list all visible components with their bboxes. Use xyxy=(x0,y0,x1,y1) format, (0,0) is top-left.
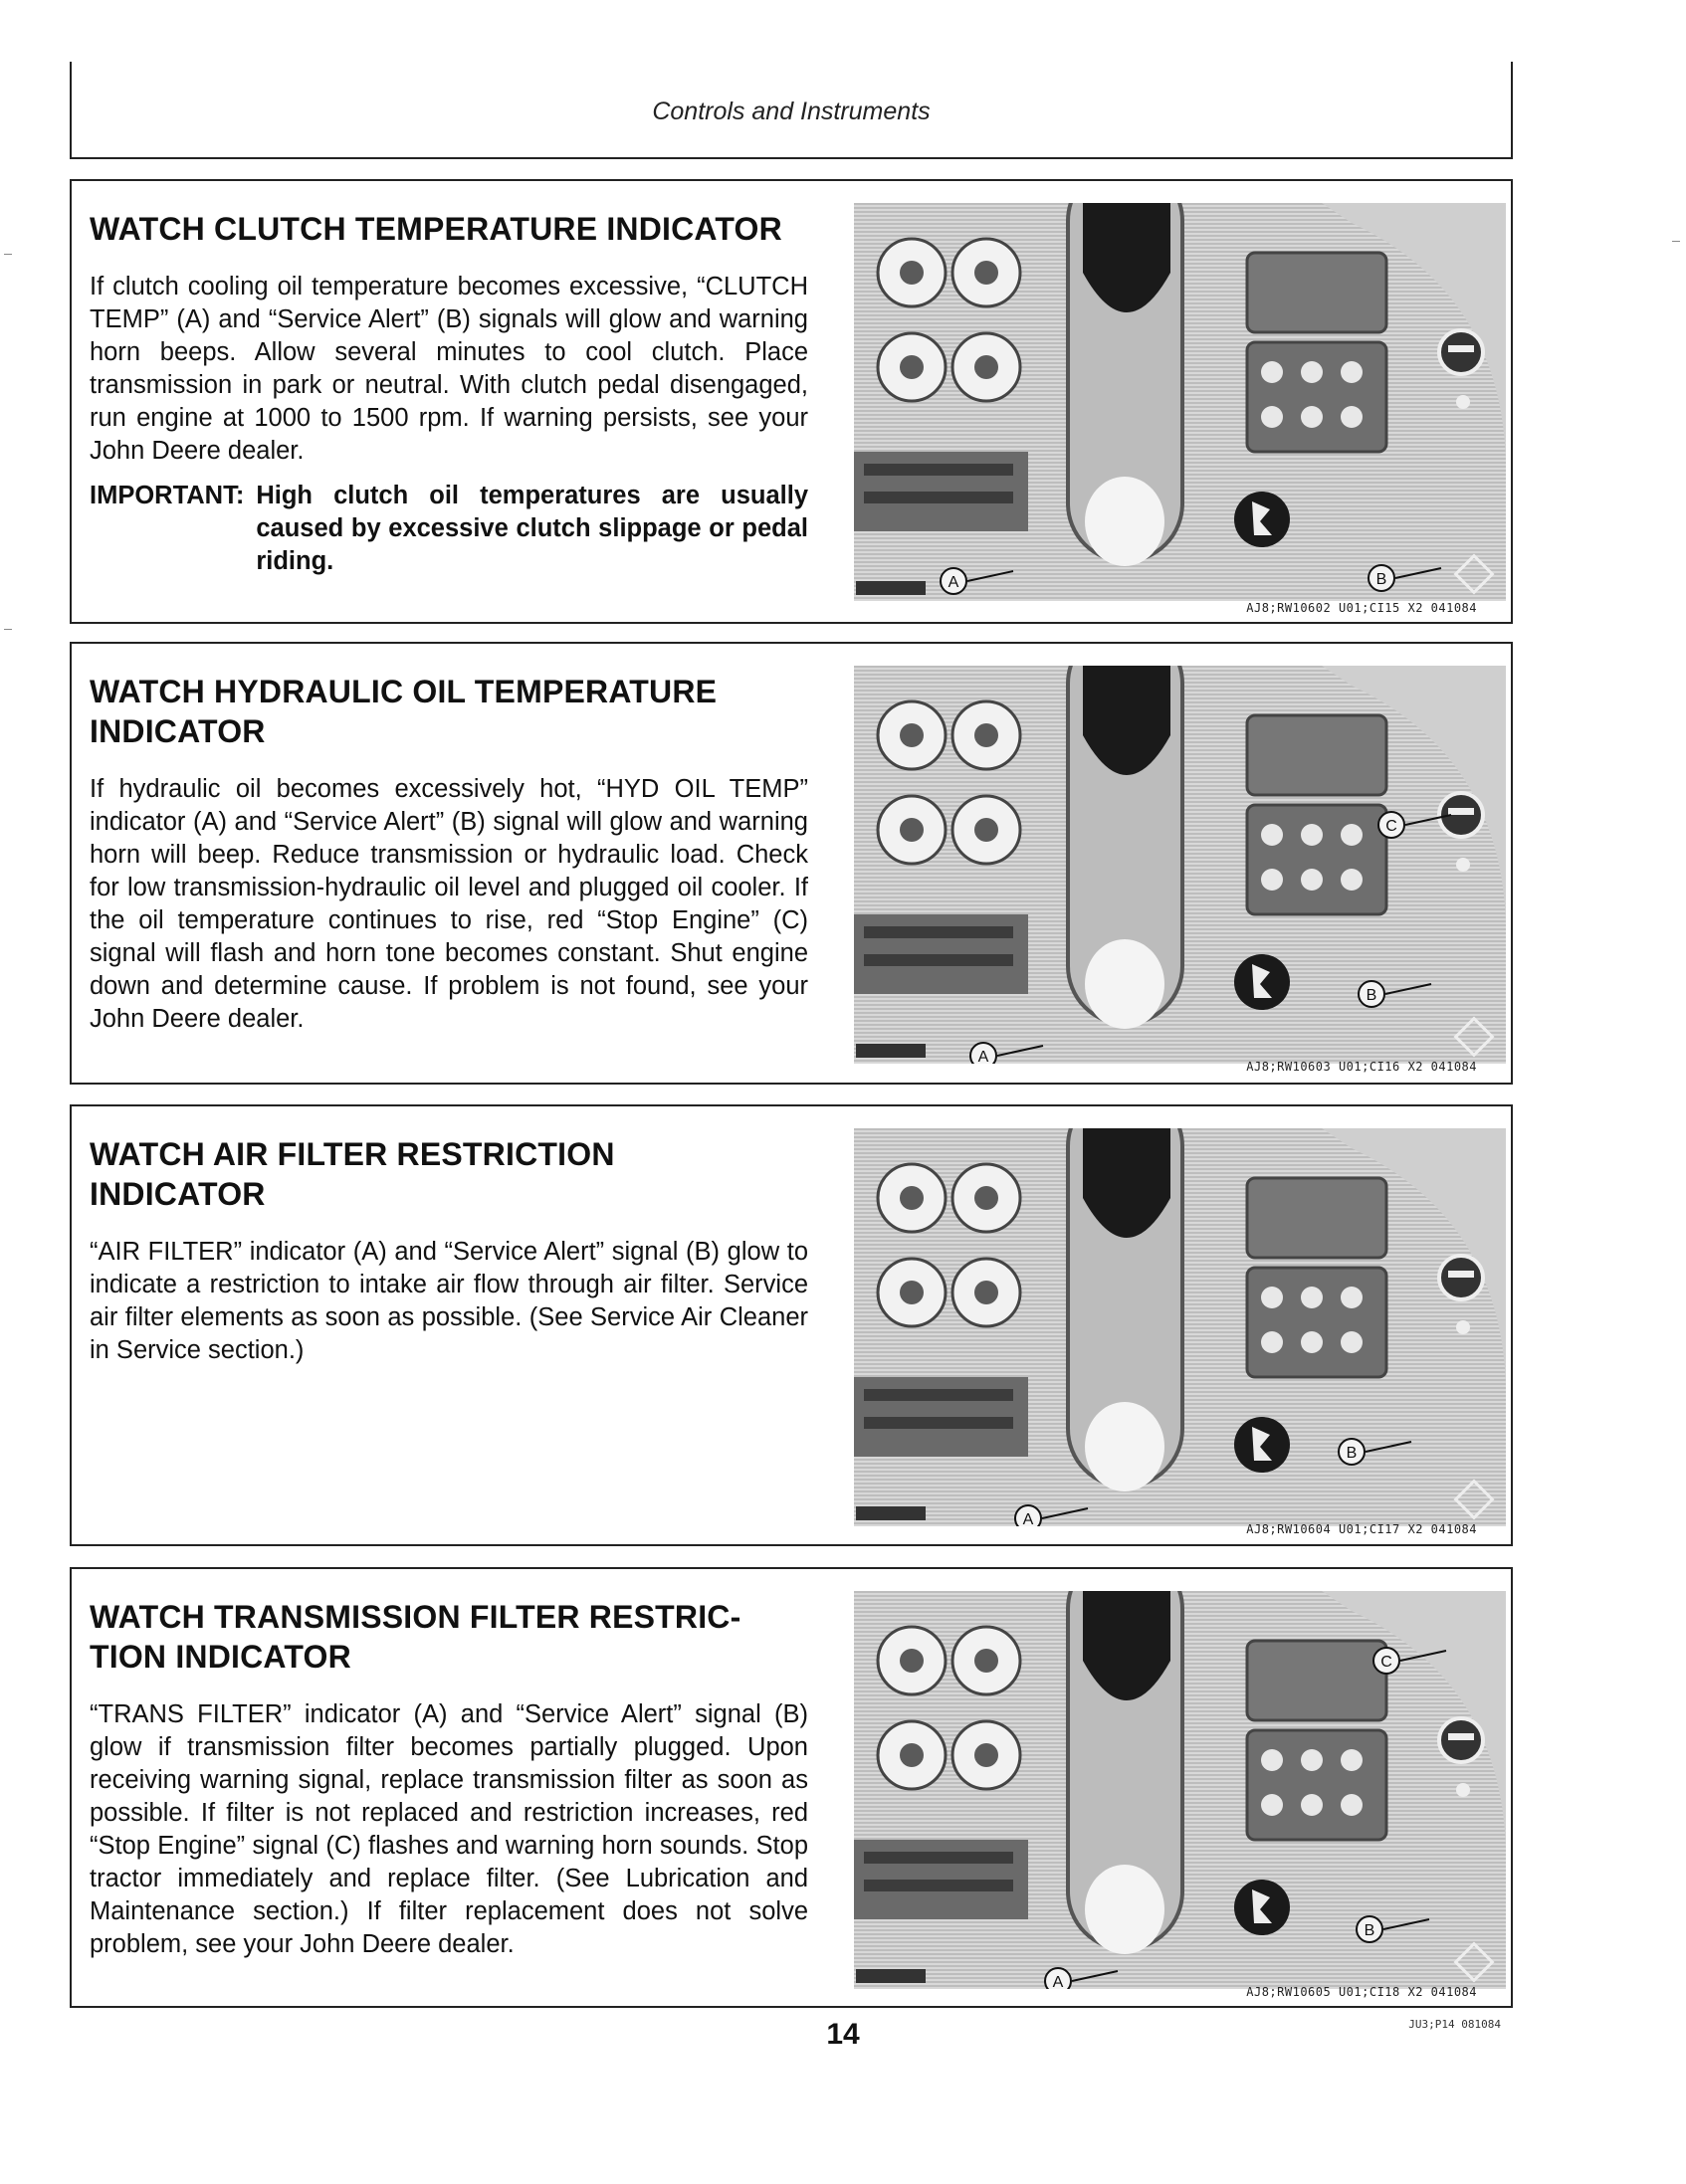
indicator-lamp xyxy=(1301,1749,1323,1771)
indicator-lamp xyxy=(1341,1287,1363,1308)
section-hydraulic-oil-temperature xyxy=(70,642,1513,1085)
section-text xyxy=(90,209,808,578)
instrument-panel-photo xyxy=(854,666,1506,1064)
indicator-lamp xyxy=(1341,869,1363,891)
gauge-hub xyxy=(900,1281,924,1304)
diamond-indicator xyxy=(1456,1482,1493,1518)
service-alert-lamp xyxy=(1234,1417,1290,1473)
center-glare xyxy=(1085,1865,1164,1954)
figure-code-tag xyxy=(856,1044,926,1058)
instrument-panel-photo xyxy=(854,1591,1506,1989)
section-title: WATCH CLUTCH TEMPERATURE INDICATOR xyxy=(90,211,782,247)
gauge-hub xyxy=(900,1743,924,1767)
section-title: WATCH AIR FILTER RESTRICTION INDICATOR xyxy=(90,1136,615,1212)
gauge-hub xyxy=(900,261,924,285)
service-alert-lamp xyxy=(1234,954,1290,1010)
callout-letter: B xyxy=(1375,571,1387,588)
digital-display xyxy=(1247,253,1386,332)
lamp-row xyxy=(864,1389,1013,1401)
callout-letter: B xyxy=(1346,1445,1358,1462)
callout-letter: B xyxy=(1364,1922,1375,1939)
gauge-hub xyxy=(900,355,924,379)
section-transmission-filter-restriction xyxy=(70,1567,1513,2008)
callout-letter: C xyxy=(1385,818,1397,835)
indicator-lamp xyxy=(1261,1794,1283,1816)
scan-edge-mark xyxy=(1672,241,1680,242)
panel-illustration xyxy=(854,1128,1506,1526)
lamp-row xyxy=(864,1852,1013,1864)
gauge-hub xyxy=(900,723,924,747)
small-lamp xyxy=(1456,1783,1470,1797)
section-title: WATCH TRANSMISSION FILTER RESTRIC- TION INDICATOR xyxy=(90,1599,741,1675)
important-note xyxy=(90,480,808,578)
gauge-hub xyxy=(974,355,998,379)
section-body: “AIR FILTER” indicator (A) and “Service Alert” signal (B) glow to indicate a restriction to intake air flow through air filter. Service air filter elements as soon as possible. (See Service Air Cleaner in Service section.) xyxy=(90,1238,808,1364)
center-glare xyxy=(1085,939,1164,1029)
callout-leader xyxy=(1366,1442,1411,1452)
section-text xyxy=(90,1134,808,1367)
panel-illustration xyxy=(854,666,1506,1064)
indicator-lamp xyxy=(1341,824,1363,846)
callout-letter: A xyxy=(948,574,959,591)
gauge-hub xyxy=(900,818,924,842)
callout-letter: C xyxy=(1380,1654,1392,1671)
indicator-lamp xyxy=(1341,1749,1363,1771)
service-alert-lamp xyxy=(1234,492,1290,547)
page-number: 14 xyxy=(826,2018,860,2051)
indicator-lamp xyxy=(1301,869,1323,891)
service-alert-lamp xyxy=(1234,1880,1290,1935)
indicator-lamp xyxy=(1341,406,1363,428)
digital-display xyxy=(1247,1641,1386,1720)
important-text: High clutch oil temperatures are usually caused by excessive clutch slippage or pedal riding. xyxy=(256,482,808,575)
lamp-row xyxy=(864,492,1013,503)
callout-letter: A xyxy=(1052,1974,1064,1989)
gauge-hub xyxy=(974,261,998,285)
callout-letter: B xyxy=(1366,987,1377,1004)
small-lamp xyxy=(1456,1320,1470,1334)
scan-edge-mark xyxy=(4,629,12,630)
figure-caption: AJ8;RW10604 U01;CI17 X2 041084 xyxy=(1246,1522,1477,1536)
gauge-hub xyxy=(900,1186,924,1210)
figure-caption: AJ8;RW10605 U01;CI18 X2 041084 xyxy=(1246,1985,1477,1999)
callout-leader xyxy=(1042,1508,1088,1518)
indicator-lamp xyxy=(1261,1287,1283,1308)
indicator-lamp xyxy=(1341,361,1363,383)
diamond-indicator xyxy=(1456,1944,1493,1981)
small-lamp xyxy=(1456,858,1470,872)
gauge-hub xyxy=(974,1186,998,1210)
indicator-lamp xyxy=(1261,361,1283,383)
instrument-panel-photo xyxy=(854,1128,1506,1526)
lamp-row xyxy=(864,1417,1013,1429)
digital-display xyxy=(1247,715,1386,795)
callout-leader xyxy=(1395,568,1441,578)
page-code: JU3;P14 081084 xyxy=(1408,2018,1501,2031)
indicator-lamp xyxy=(1261,824,1283,846)
indicator-lamp xyxy=(1301,1331,1323,1353)
gauge-hub xyxy=(974,1649,998,1673)
panel-illustration xyxy=(854,1591,1506,1989)
figure-code-tag xyxy=(856,1969,926,1983)
indicator-lamp xyxy=(1301,361,1323,383)
stop-engine-symbol xyxy=(1448,1271,1474,1278)
indicator-lamp xyxy=(1261,869,1283,891)
figure-caption: AJ8;RW10603 U01;CI16 X2 041084 xyxy=(1246,1060,1477,1074)
section-air-filter-restriction xyxy=(70,1104,1513,1546)
callout-letter: A xyxy=(977,1049,989,1064)
callout-leader xyxy=(1385,984,1431,994)
section-text xyxy=(90,672,808,1036)
gauge-hub xyxy=(974,723,998,747)
indicator-cluster xyxy=(1247,1730,1386,1840)
gauge-hub xyxy=(974,1743,998,1767)
indicator-lamp xyxy=(1301,406,1323,428)
section-clutch-temperature xyxy=(70,179,1513,624)
callout-leader xyxy=(997,1046,1043,1056)
stop-engine-symbol xyxy=(1448,808,1474,815)
small-lamp xyxy=(1456,395,1470,409)
diamond-indicator xyxy=(1456,556,1493,593)
lamp-row xyxy=(864,464,1013,476)
callout-letter: A xyxy=(1022,1511,1034,1526)
lamp-row xyxy=(864,954,1013,966)
lamp-row xyxy=(864,1880,1013,1891)
indicator-cluster xyxy=(1247,805,1386,914)
section-title: WATCH HYDRAULIC OIL TEMPERATURE INDICATOR xyxy=(90,674,718,749)
gauge-hub xyxy=(900,1649,924,1673)
section-body: If clutch cooling oil temperature becomes excessive, “CLUTCH TEMP” (A) and “Service Alert” (B) signals will glow and warning horn beeps. Allow several minutes to cool clutch. Place transmission in park or neutral. With clutch pedal disengaged, run engine at 1000 to 1500 rpm. If warning persists, see your John Deere dealer. xyxy=(90,273,808,465)
indicator-cluster xyxy=(1247,342,1386,452)
gauge-hub xyxy=(974,818,998,842)
indicator-lamp xyxy=(1341,1794,1363,1816)
figure-caption: AJ8;RW10602 U01;CI15 X2 041084 xyxy=(1246,601,1477,615)
figure-code-tag xyxy=(856,581,926,595)
indicator-cluster xyxy=(1247,1268,1386,1377)
center-glare xyxy=(1085,1402,1164,1491)
panel-illustration xyxy=(854,203,1506,601)
page-header xyxy=(70,62,1513,159)
section-body: If hydraulic oil becomes excessively hot, “HYD OIL TEMP” indicator (A) and “Service Alert” (B) signal will glow and warning horn will beep. Reduce transmission or hydraulic load. Check for low transmission-hydraulic oil level and plugged oil cooler. If the oil temperature continues to rise, red “Stop Engine” (C) signal will flash and horn tone becomes constant. Shut engine down and determine cause. If problem is not found, see your John Deere dealer. xyxy=(90,775,808,1033)
stop-engine-symbol xyxy=(1448,345,1474,352)
instrument-panel-photo xyxy=(854,203,1506,601)
section-body: “TRANS FILTER” indicator (A) and “Service Alert” signal (B) glow if transmission filter becomes partially plugged. Upon receiving warning signal, replace transmission filter as soon as possible. If filter is not replaced and restriction increases, red “Stop Engine” signal (C) flashes and warning horn sounds. Stop tractor immediately and replace filter. (See Lubrication and Maintenance section.) If filter replacement does not solve problem, see your John Deere dealer. xyxy=(90,1700,808,1958)
indicator-lamp xyxy=(1261,1331,1283,1353)
gauge-hub xyxy=(974,1281,998,1304)
indicator-lamp xyxy=(1301,1287,1323,1308)
page-header-title: Controls and Instruments xyxy=(652,98,931,125)
callout-leader xyxy=(1072,1971,1118,1981)
indicator-lamp xyxy=(1301,824,1323,846)
section-text xyxy=(90,1597,808,1961)
center-glare xyxy=(1085,477,1164,566)
indicator-lamp xyxy=(1301,1794,1323,1816)
indicator-lamp xyxy=(1261,1749,1283,1771)
digital-display xyxy=(1247,1178,1386,1258)
scan-edge-mark xyxy=(4,254,12,255)
stop-engine-symbol xyxy=(1448,1733,1474,1740)
indicator-lamp xyxy=(1261,406,1283,428)
indicator-lamp xyxy=(1341,1331,1363,1353)
callout-leader xyxy=(967,571,1013,581)
diamond-indicator xyxy=(1456,1019,1493,1056)
callout-leader xyxy=(1383,1919,1429,1929)
lamp-row xyxy=(864,926,1013,938)
important-label: IMPORTANT: xyxy=(90,482,245,509)
figure-code-tag xyxy=(856,1506,926,1520)
